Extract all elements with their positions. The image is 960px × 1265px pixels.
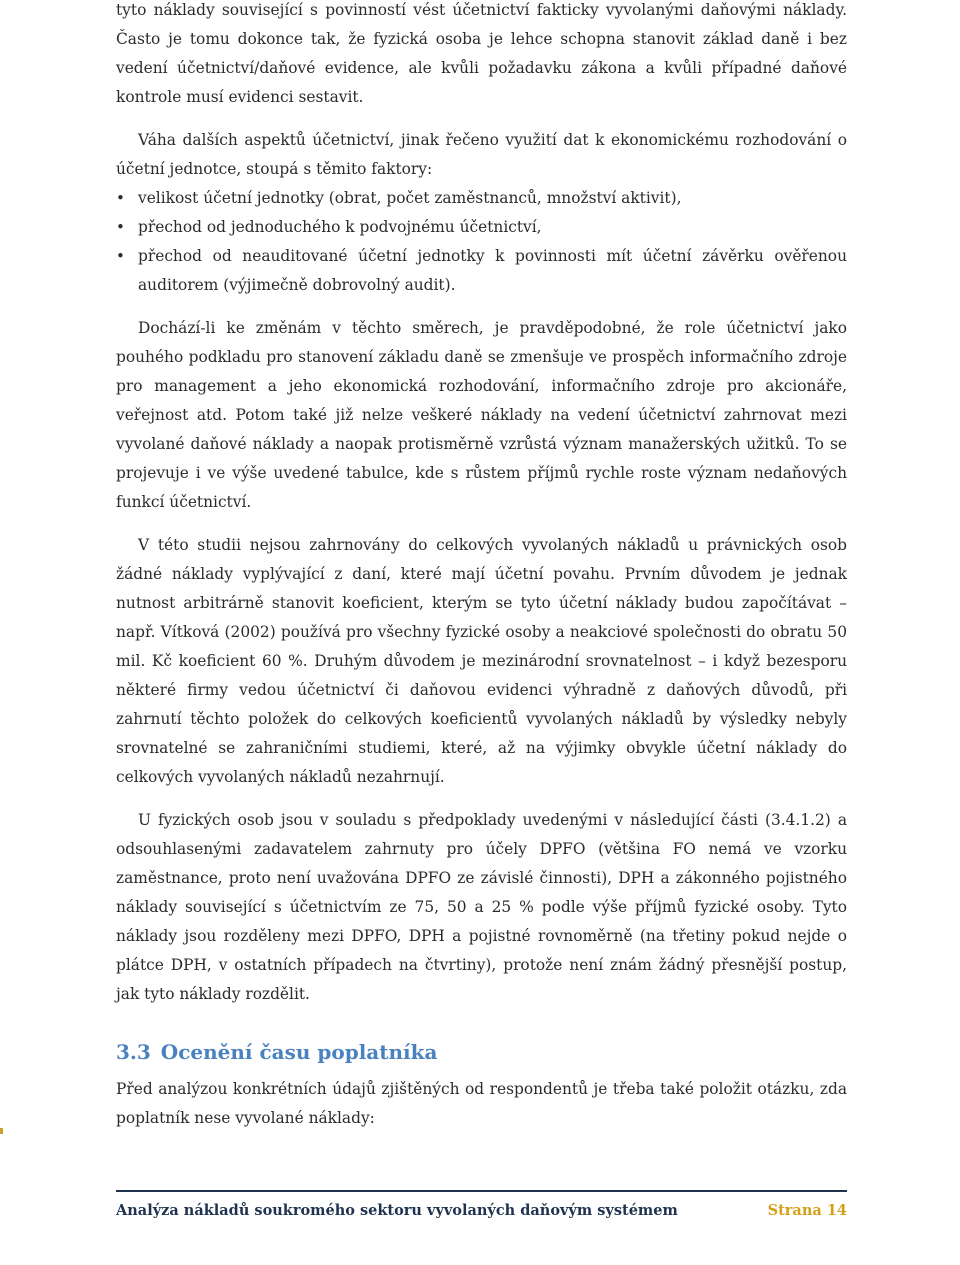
paragraph-role-change: Dochází-li ke změnám v těchto směrech, je pravděpodobné, že role účetnictví jako pouhého podkladu pro stanovení základu daně se zmenšuje ve prospěch informačního zdroje pro management a jeho ekonomická rozhodování, informačního zdroje pro akcionáře, veřejnost atd. Potom také již nelze veškeré náklady na vedení účetnictví zahrnovat mezi vyvolané daňové náklady a naopak protisměrně vzrůstá význam manažerských užitků. To se projevuje i ve výše uvedené tabulce, kde s růstem příjmů rychle roste význam nedaňových funkcí účetnictví. — [116, 319, 847, 511]
margin-mark — [0, 1128, 3, 1134]
page-body — [116, 0, 847, 1133]
bullet-icon: • — [116, 247, 125, 265]
bullet-icon: • — [116, 189, 125, 207]
factor-list — [116, 184, 847, 300]
bullet-icon: • — [116, 218, 125, 236]
section-number: 3.3 — [116, 1040, 151, 1064]
paragraph-taxpayer-time: Před analýzou konkrétních údajů zjištěných od respondentů je třeba také položit otázku, zda poplatník nese vyvolané náklady: — [116, 1080, 847, 1127]
section-heading — [116, 1037, 847, 1067]
footer-title: Analýza nákladů soukromého sektoru vyvolaných daňovým systémem — [116, 1202, 678, 1219]
section-title: Ocenění času poplatníka — [160, 1040, 438, 1064]
list-item: • přechod od jednoduchého k podvojnému účetnictví, — [116, 213, 847, 242]
list-item: • velikost účetní jednotky (obrat, počet zaměstnanců, množství aktivit), — [116, 184, 847, 213]
page-footer — [116, 1190, 847, 1219]
paragraph-continuation: tyto náklady související s povinností vést účetnictví fakticky vyvolanými daňovými náklady. Často je tomu dokonce tak, že fyzická osoba je lehce schopna stanovit základ daně i bez vedení účetnictví/daňové evidence, ale kvůli požadavku zákona a kvůli případné daňové kontrole musí evidenci sestavit. — [116, 1, 847, 106]
paragraph-natural-persons: U fyzických osob jsou v souladu s předpoklady uvedenými v následující části (3.4.1.2) a odsouhlasenými zadavatelem zahrnuty pro účely DPFO (většina FO nemá ve vzorku zaměstnance, proto není uvažována DPFO ze závislé činnosti), DPH a zákonného pojistného náklady související s účetnictvím ze 75, 50 a 25 % podle výše příjmů fyzické osoby. Tyto náklady jsou rozděleny mezi DPFO, DPH a pojistné rovnoměrně (na třetiny pokud nejde o plátce DPH, v ostatních případech na čtvrtiny), protože není znám žádný přesnější postup, jak tyto náklady rozdělit. — [116, 811, 847, 1003]
list-item: • přechod od neauditované účetní jednotky k povinnosti mít účetní závěrku ověřenou auditorem (výjimečně dobrovolný audit). — [116, 242, 847, 300]
page-number: Strana 14 — [767, 1202, 847, 1219]
paragraph-accounting-aspects: Váha dalších aspektů účetnictví, jinak řečeno využití dat k ekonomickému rozhodování o účetní jednotce, stoupá s těmito faktory: — [116, 131, 847, 178]
paragraph-legal-entities: V této studii nejsou zahrnovány do celkových vyvolaných nákladů u právnických osob žádné náklady vyplývající z daní, které mají účetní povahu. Prvním důvodem je jednak nutnost arbitrárně stanovit koeficient, kterým se tyto účetní náklady budou započítávat – např. Vítková (2002) používá pro všechny fyzické osoby a neakciové společnosti do obratu 50 mil. Kč koeficient 60 %. Druhým důvodem je mezinárodní srovnatelnost – i když bezesporu některé firmy vedou účetnictví či daňovou evidenci výhradně z daňových důvodů, při zahrnutí těchto položek do celkových koeficientů vyvolaných nákladů by výsledky nebyly srovnatelné se zahraničními studiemi, které, až na výjimky obvykle účetní náklady do celkových vyvolaných nákladů nezahrnují. — [116, 536, 847, 786]
